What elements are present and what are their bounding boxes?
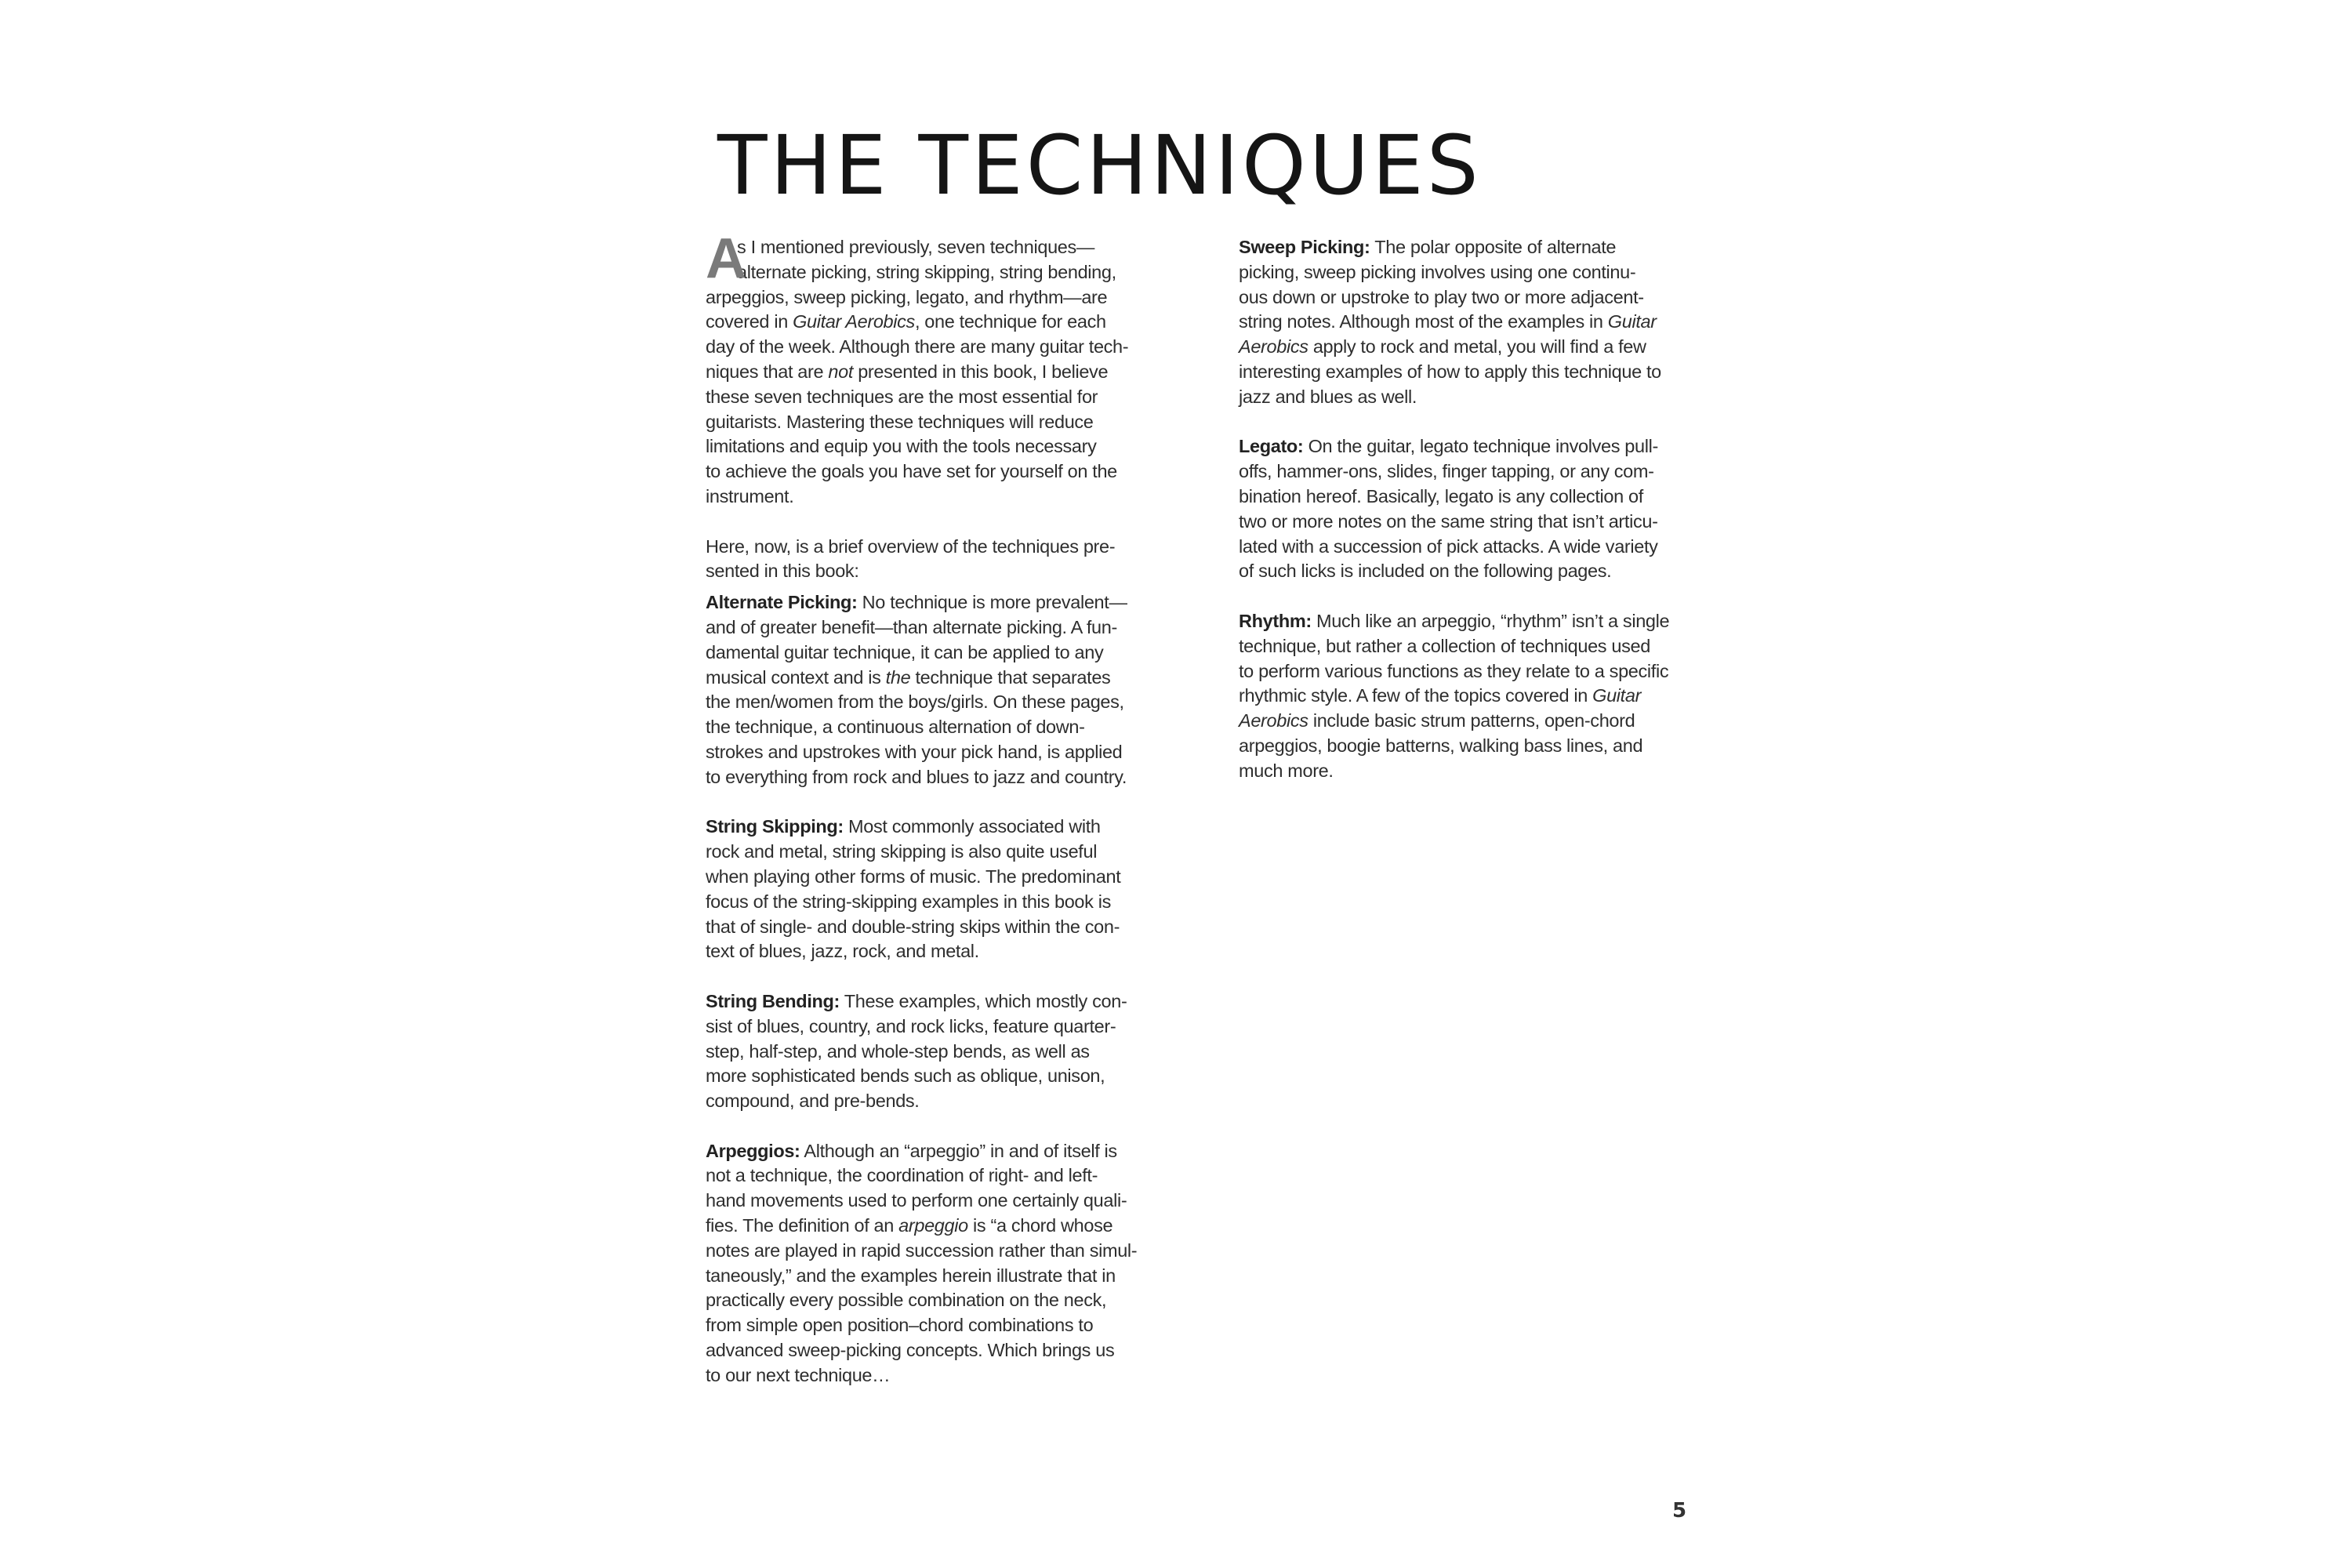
body-text: sented in this book: xyxy=(706,561,859,582)
text-line xyxy=(706,1313,1192,1338)
emphasis-text: Aerobics xyxy=(1239,336,1308,358)
section-heading: Alternate Picking: xyxy=(706,592,858,613)
page-number: 5 xyxy=(1672,1499,1687,1523)
body-text: niques that are xyxy=(706,361,829,382)
body-text: bination hereof. Basically, legato is any collection of xyxy=(1239,485,1643,506)
emphasis-text: not xyxy=(828,361,854,382)
body-text: rhythmic style. A few of the topics covered in xyxy=(1239,685,1593,706)
body-text: hand movements used to perform one certainly quali- xyxy=(706,1190,1127,1211)
body-text: string notes. Although most of the examples in xyxy=(1239,311,1608,332)
paragraph-spacer xyxy=(1239,410,1725,435)
emphasis-text: the xyxy=(885,666,911,688)
right-column xyxy=(1239,235,1725,784)
text-line xyxy=(706,1014,1192,1040)
text-line xyxy=(706,1239,1192,1264)
text-line xyxy=(706,1264,1192,1289)
text-line xyxy=(706,840,1192,865)
page-title: THE TECHNIQUES xyxy=(717,117,1482,213)
body-text: , one technique for each xyxy=(914,311,1106,332)
paragraph-spacer xyxy=(1239,584,1725,609)
body-text: is “a chord whose xyxy=(967,1215,1113,1236)
body-text: to everything from rock and blues to jazz and country. xyxy=(706,766,1127,787)
paragraph-spacer xyxy=(706,790,1192,815)
text-line xyxy=(1239,434,1725,459)
text-line xyxy=(1239,759,1725,784)
text-line xyxy=(706,615,1192,641)
text-line xyxy=(706,535,1192,560)
text-line xyxy=(706,1288,1192,1313)
text-line xyxy=(706,310,1192,335)
body-text: technique that separates xyxy=(910,666,1111,688)
text-line xyxy=(1239,360,1725,385)
text-line xyxy=(706,1139,1192,1164)
body-text: Although an “arpeggio” in and of itself is xyxy=(800,1140,1117,1161)
text-line xyxy=(706,1214,1192,1239)
body-text: more sophisticated bends such as oblique, unison, xyxy=(706,1065,1105,1087)
body-text: that of single- and double-string skips within the con- xyxy=(706,916,1120,937)
body-text: notes are played in rapid succession rather than simul- xyxy=(706,1240,1138,1261)
section-heading: Legato: xyxy=(1239,436,1304,457)
body-text: much more. xyxy=(1239,760,1334,781)
body-text: jazz and blues as well. xyxy=(1239,386,1417,407)
text-line xyxy=(706,715,1192,740)
text-line xyxy=(706,641,1192,666)
text-line xyxy=(1239,335,1725,360)
body-text: Here, now, is a brief overview of the techniques pre- xyxy=(706,535,1116,557)
body-text: musical context and is xyxy=(706,666,886,688)
body-text: No technique is more prevalent— xyxy=(857,592,1127,613)
body-text: advanced sweep-picking concepts. Which brings us xyxy=(706,1340,1115,1361)
text-line xyxy=(1239,659,1725,684)
text-line xyxy=(1239,485,1725,510)
body-text: arpeggios, sweep picking, legato, and rhythm—are xyxy=(706,286,1108,307)
body-text: arpeggios, boogie batterns, walking bass lines, and xyxy=(1239,735,1643,756)
text-line xyxy=(706,740,1192,765)
text-line xyxy=(706,459,1192,485)
body-text: rock and metal, string skipping is also quite useful xyxy=(706,841,1098,862)
text-line xyxy=(1239,535,1725,560)
body-text: practically every possible combination on the neck, xyxy=(706,1290,1107,1311)
paragraph-overview xyxy=(706,535,1192,585)
text-line xyxy=(706,485,1192,510)
text-line xyxy=(706,1189,1192,1214)
paragraph-spacer xyxy=(706,964,1192,989)
body-text: to achieve the goals you have set for yourself on the xyxy=(706,461,1117,482)
body-text: alternate picking, string skipping, string bending, xyxy=(737,261,1116,282)
body-text: and of greater benefit—than alternate picking. A fun- xyxy=(706,616,1117,637)
paragraph-sweep-picking xyxy=(1239,235,1725,410)
section-heading: Rhythm: xyxy=(1239,610,1312,631)
paragraph-alternate-picking xyxy=(706,590,1192,789)
text-line xyxy=(1239,510,1725,535)
paragraph-spacer xyxy=(706,584,1192,590)
text-line xyxy=(706,559,1192,584)
body-text: from simple open position–chord combinations to xyxy=(706,1315,1094,1336)
body-text: ous down or upstroke to play two or more adjacent- xyxy=(1239,286,1644,307)
text-line xyxy=(1239,709,1725,734)
text-line xyxy=(1239,609,1725,634)
body-text: Much like an arpeggio, “rhythm” isn’t a single xyxy=(1311,610,1670,631)
paragraph-spacer xyxy=(706,1114,1192,1139)
body-text: strokes and upstrokes with your pick hand, is applied xyxy=(706,741,1123,762)
body-text: On the guitar, legato technique involves pull- xyxy=(1303,436,1658,457)
text-line xyxy=(706,690,1192,715)
body-text: step, half-step, and whole-step bends, as well as xyxy=(706,1040,1090,1062)
paragraph-rhythm xyxy=(1239,609,1725,784)
paragraph-arpeggios xyxy=(706,1139,1192,1388)
body-text: offs, hammer-ons, slides, finger tapping, or any com- xyxy=(1239,461,1654,482)
body-text: the men/women from the boys/girls. On these pages, xyxy=(706,691,1124,713)
body-text: guitarists. Mastering these techniques will reduce xyxy=(706,411,1094,432)
body-text: picking, sweep picking involves using one continu- xyxy=(1239,261,1636,282)
body-text: Most commonly associated with xyxy=(843,816,1101,837)
text-line xyxy=(706,865,1192,890)
body-text: when playing other forms of music. The predominant xyxy=(706,866,1121,887)
emphasis-text: Guitar Aerobics xyxy=(793,311,915,332)
body-text: focus of the string-skipping examples in this book is xyxy=(706,891,1111,912)
text-line xyxy=(706,915,1192,940)
text-line xyxy=(706,1338,1192,1363)
text-line xyxy=(706,590,1192,615)
body-text: technique, but rather a collection of techniques used xyxy=(1239,635,1650,656)
text-line xyxy=(706,1089,1192,1114)
text-line xyxy=(1239,734,1725,759)
text-line xyxy=(1239,634,1725,659)
text-line xyxy=(706,939,1192,964)
paragraph-intro xyxy=(706,227,1192,510)
paragraph-spacer xyxy=(706,510,1192,535)
body-text: sist of blues, country, and rock licks, feature quarter- xyxy=(706,1015,1116,1036)
body-text: These examples, which mostly con- xyxy=(839,990,1127,1011)
text-line xyxy=(1239,285,1725,310)
body-text: the technique, a continuous alternation of down- xyxy=(706,717,1085,738)
body-text: of such licks is included on the following pages. xyxy=(1239,561,1612,582)
body-text: to our next technique… xyxy=(706,1364,891,1385)
emphasis-text: arpeggio xyxy=(898,1215,968,1236)
body-text: damental guitar technique, it can be applied to any xyxy=(706,641,1104,662)
body-text: taneously,” and the examples herein illustrate that in xyxy=(706,1265,1116,1286)
body-text: compound, and pre-bends. xyxy=(706,1091,920,1112)
text-line xyxy=(706,815,1192,840)
left-column xyxy=(706,227,1192,1388)
paragraph-legato xyxy=(1239,434,1725,584)
paragraph-string-bending xyxy=(706,989,1192,1114)
text-line xyxy=(706,1040,1192,1065)
emphasis-text: Aerobics xyxy=(1239,710,1308,731)
body-text: two or more notes on the same string that isn’t articu- xyxy=(1239,510,1658,532)
text-line xyxy=(1239,684,1725,709)
text-line xyxy=(706,335,1192,360)
body-text: these seven techniques are the most essential for xyxy=(706,386,1098,407)
body-text: day of the week. Although there are many guitar tech- xyxy=(706,336,1129,358)
text-line xyxy=(1239,260,1725,285)
text-line xyxy=(706,360,1192,385)
text-line xyxy=(706,235,1192,260)
body-text: instrument. xyxy=(706,485,794,506)
body-text: lated with a succession of pick attacks. A wide variety xyxy=(1239,535,1658,557)
body-text: include basic strum patterns, open-chord xyxy=(1308,710,1635,731)
paragraph-string-skipping xyxy=(706,815,1192,964)
emphasis-text: Guitar xyxy=(1607,311,1657,332)
text-line xyxy=(706,1064,1192,1089)
body-text: The polar opposite of alternate xyxy=(1370,237,1617,257)
text-line xyxy=(706,989,1192,1014)
text-line xyxy=(706,765,1192,790)
text-line xyxy=(706,890,1192,915)
drop-cap: A xyxy=(706,227,746,290)
section-heading: Sweep Picking: xyxy=(1239,237,1370,257)
body-text: limitations and equip you with the tools necessary xyxy=(706,436,1097,457)
body-text: presented in this book, I believe xyxy=(853,361,1109,382)
emphasis-text: Guitar xyxy=(1592,685,1642,706)
section-heading: Arpeggios: xyxy=(706,1140,800,1161)
body-text: to perform various functions as they relate to a specific xyxy=(1239,660,1669,681)
body-text: apply to rock and metal, you will find a few xyxy=(1308,336,1646,358)
text-line xyxy=(706,434,1192,459)
text-line xyxy=(706,410,1192,435)
body-text: not a technique, the coordination of right- and left- xyxy=(706,1165,1098,1186)
text-line xyxy=(706,285,1192,310)
body-text: text of blues, jazz, rock, and metal. xyxy=(706,941,979,962)
text-line xyxy=(706,1363,1192,1388)
text-line xyxy=(706,260,1192,285)
section-heading: String Bending: xyxy=(706,990,840,1011)
body-text: s I mentioned previously, seven techniques— xyxy=(737,237,1095,257)
section-heading: String Skipping: xyxy=(706,816,844,837)
body-text: covered in xyxy=(706,311,793,332)
text-line xyxy=(706,666,1192,691)
text-line xyxy=(1239,459,1725,485)
text-line xyxy=(706,385,1192,410)
text-line xyxy=(1239,235,1725,260)
text-line xyxy=(1239,310,1725,335)
body-text: fies. The definition of an xyxy=(706,1215,899,1236)
body-text: interesting examples of how to apply this technique to xyxy=(1239,361,1661,382)
text-line xyxy=(706,1163,1192,1189)
text-line xyxy=(1239,385,1725,410)
text-line xyxy=(1239,559,1725,584)
